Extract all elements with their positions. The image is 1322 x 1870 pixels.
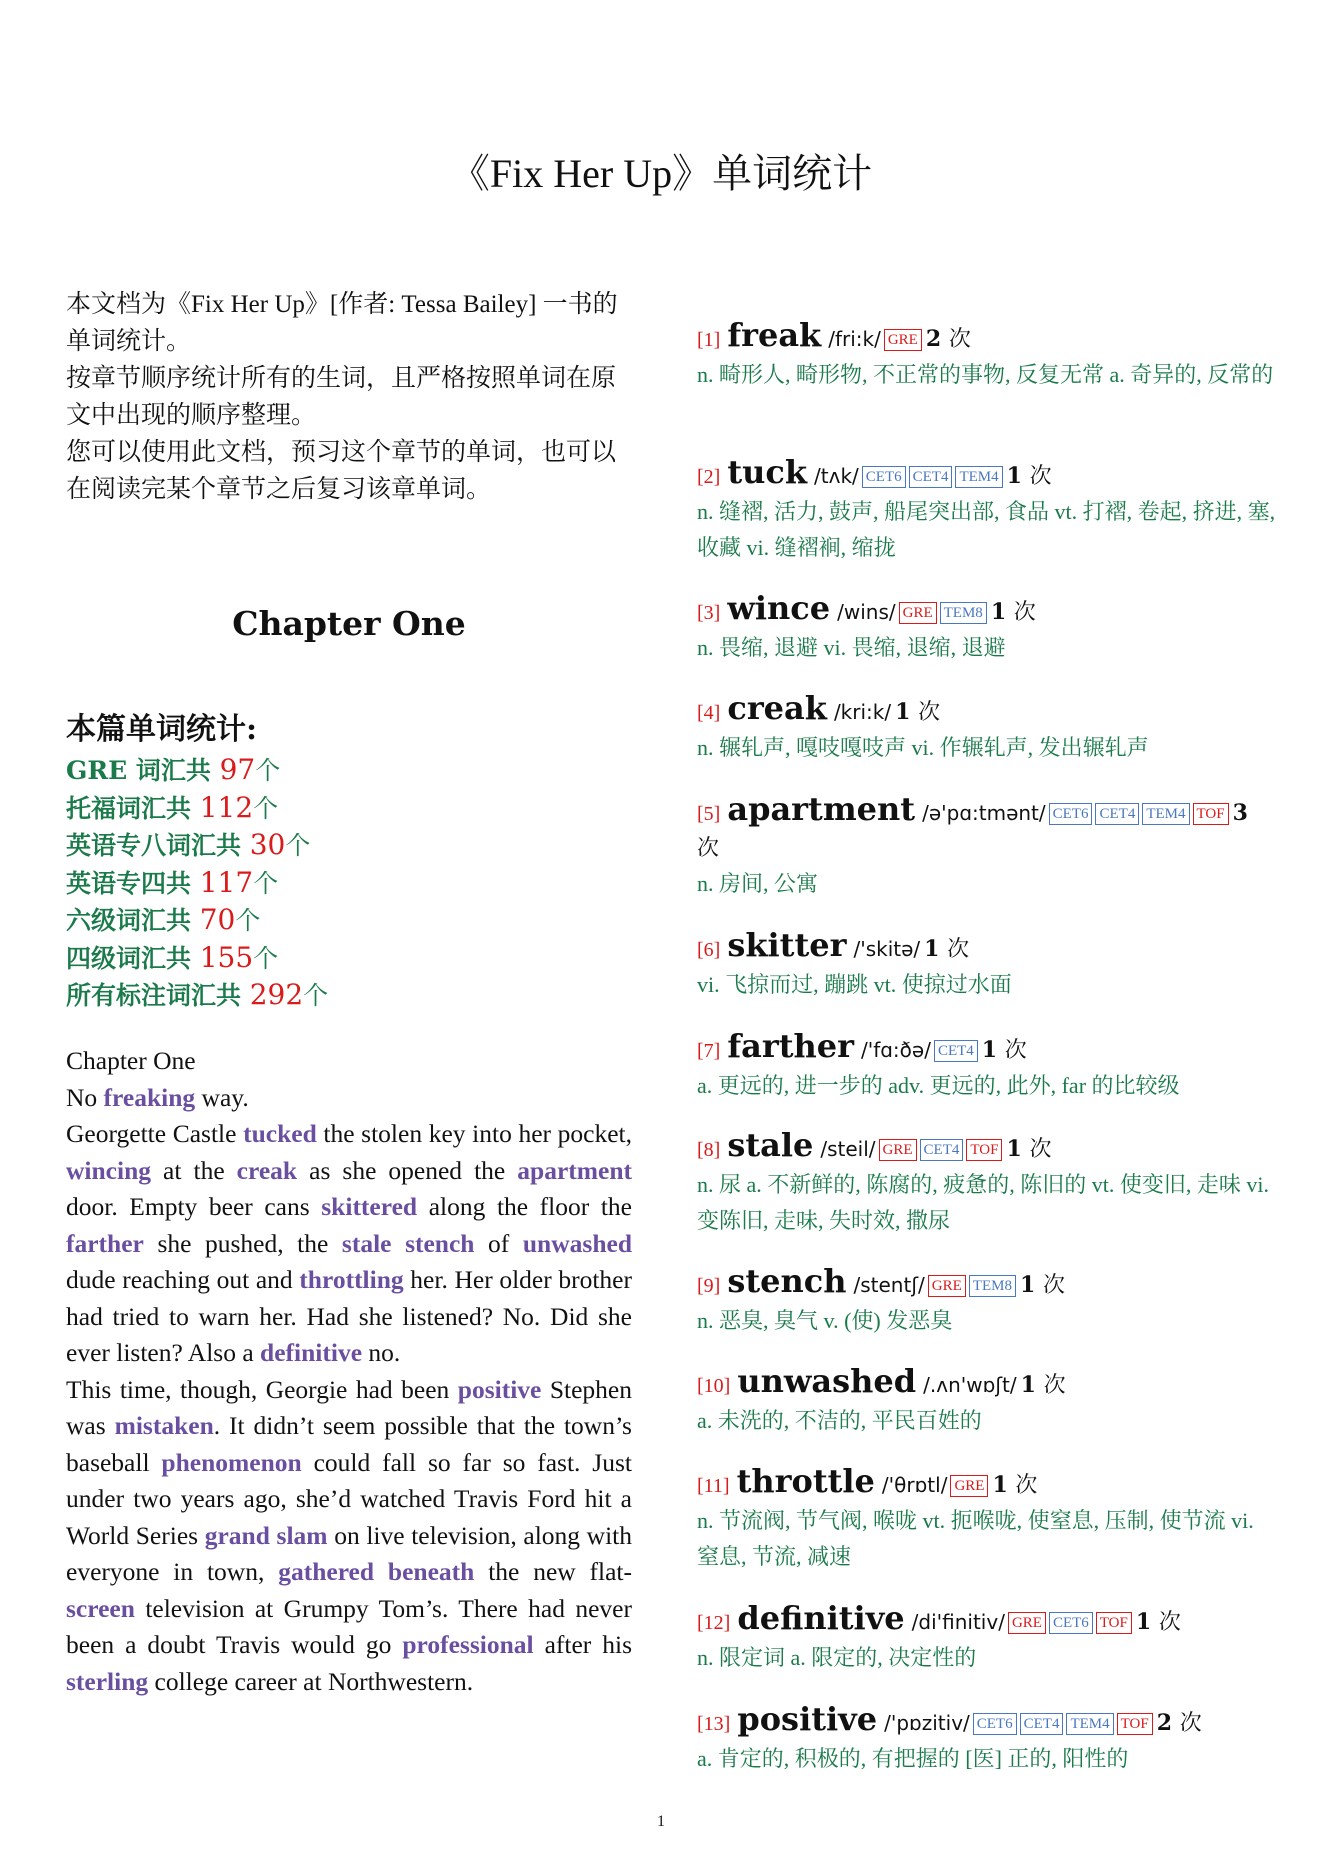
level-tag: CET4 bbox=[920, 1139, 964, 1161]
entry-phonetic: /'fɑ:ðə/ bbox=[860, 1038, 931, 1062]
count-unit: 次 bbox=[947, 937, 970, 962]
stat-unit: 个 bbox=[255, 756, 281, 785]
stat-unit: 个 bbox=[235, 906, 261, 935]
entry-word: skitter bbox=[727, 926, 847, 964]
entry-index: [9] bbox=[697, 1275, 721, 1297]
vocab-entry bbox=[697, 928, 1277, 1003]
count-number: 1 bbox=[992, 1472, 1008, 1498]
level-tag: CET4 bbox=[909, 466, 953, 488]
entry-index: [7] bbox=[697, 1040, 721, 1062]
entry-head bbox=[697, 1029, 1277, 1068]
intro-line: 您可以使用此文档，预习这个章节的单词，也可以在阅读完某个章节之后复习该章单词。 bbox=[66, 439, 617, 503]
level-tag: GRE bbox=[950, 1475, 988, 1497]
entry-count bbox=[1006, 1136, 1051, 1162]
entry-head bbox=[697, 1364, 1277, 1403]
entry-definition: n. 节流阀, 节气阀, 喉咙 vt. 扼喉咙, 使窒息, 压制, 使节流 vi. 窒息, 节流, 减速 bbox=[697, 1508, 1254, 1569]
entry-phonetic: /fri:k/ bbox=[828, 327, 881, 351]
count-unit: 次 bbox=[1015, 1473, 1038, 1498]
page-number: 1 bbox=[657, 1813, 665, 1830]
highlighted-word: gathered bbox=[278, 1557, 375, 1586]
vocab-entry bbox=[697, 1364, 1277, 1439]
vocab-entry bbox=[697, 1264, 1277, 1339]
entry-count bbox=[982, 1037, 1027, 1063]
stat-row bbox=[66, 790, 632, 828]
entry-index: [4] bbox=[697, 702, 721, 724]
text-run: Georgette Castle bbox=[66, 1119, 244, 1148]
highlighted-word: tucked bbox=[243, 1119, 317, 1148]
entry-phonetic: /steil/ bbox=[820, 1137, 876, 1161]
stats-rows bbox=[66, 752, 632, 1015]
level-tag: TEM8 bbox=[969, 1275, 1016, 1297]
stat-row bbox=[66, 902, 632, 940]
count-unit: 次 bbox=[948, 327, 971, 352]
highlighted-word: unwashed bbox=[522, 1228, 633, 1258]
entry-phonetic: /'θrɒtl/ bbox=[881, 1473, 948, 1497]
entry-phonetic: /kri:k/ bbox=[833, 700, 892, 724]
entry-phonetic: /stentʃ/ bbox=[853, 1273, 925, 1297]
stat-unit: 个 bbox=[253, 943, 279, 973]
text-run: the new flat- bbox=[474, 1557, 633, 1586]
stat-count: 70 bbox=[199, 903, 236, 936]
vocab-entry bbox=[697, 1601, 1277, 1676]
vocab-entry bbox=[697, 1464, 1277, 1575]
entry-definition: n. 辗轧声, 嘎吱嘎吱声 vi. 作辗轧声, 发出辗轧声 bbox=[697, 735, 1149, 760]
entry-word: tuck bbox=[727, 453, 808, 491]
count-unit: 次 bbox=[1029, 1137, 1052, 1162]
entry-count bbox=[924, 936, 969, 962]
entry-definition: n. 尿 a. 不新鲜的, 陈腐的, 疲惫的, 陈旧的 vt. 使变旧, 走味 vi. 变陈旧, 走味, 失时效, 撒尿 bbox=[697, 1172, 1269, 1233]
count-unit: 次 bbox=[1013, 600, 1036, 625]
count-number: 2 bbox=[925, 326, 942, 352]
stat-row bbox=[66, 977, 632, 1015]
entry-phonetic: /'skitə/ bbox=[853, 937, 921, 961]
stat-unit: 个 bbox=[303, 981, 329, 1010]
highlighted-word: skittered bbox=[321, 1192, 418, 1221]
level-tag: TOF bbox=[1117, 1713, 1153, 1735]
body-paragraphs bbox=[66, 1080, 632, 1701]
count-number: 1 bbox=[1006, 463, 1022, 489]
entry-word: unwashed bbox=[737, 1362, 917, 1400]
count-number: 1 bbox=[990, 599, 1007, 625]
entry-index: [11] bbox=[697, 1475, 730, 1497]
vocab-entry bbox=[697, 1128, 1277, 1239]
level-tag: TOF bbox=[1096, 1612, 1132, 1634]
count-unit: 次 bbox=[1042, 1273, 1065, 1298]
highlighted-word: beneath bbox=[387, 1557, 475, 1586]
entry-word: creak bbox=[727, 689, 827, 727]
entry-definition: a. 更远的, 进一步的 adv. 更远的, 此外, far 的比较级 bbox=[697, 1073, 1180, 1098]
entry-word: positive bbox=[737, 1700, 878, 1738]
highlighted-word: freaking bbox=[103, 1082, 196, 1112]
count-unit: 次 bbox=[1004, 1038, 1027, 1063]
entry-index: [5] bbox=[697, 803, 721, 825]
count-unit: 次 bbox=[918, 700, 941, 725]
text-run: door. Empty beer cans bbox=[66, 1192, 322, 1221]
entry-head bbox=[697, 455, 1277, 494]
highlighted-word: wincing bbox=[66, 1155, 152, 1185]
level-tag: GRE bbox=[928, 1275, 966, 1297]
body-paragraph bbox=[66, 1080, 632, 1117]
highlighted-word: stale bbox=[341, 1228, 392, 1258]
stat-label: 四级词汇共 bbox=[66, 943, 200, 973]
count-number: 1 bbox=[981, 1037, 998, 1063]
count-number: 1 bbox=[1019, 1272, 1036, 1298]
stat-label: 六级词汇共 bbox=[66, 906, 200, 935]
stat-label: 英语专八词汇共 bbox=[66, 831, 250, 860]
vocab-entry bbox=[697, 691, 1277, 766]
vocab-entry bbox=[697, 591, 1277, 666]
intro-line: 按章节顺序统计所有的生词，且严格按照单词在原文中出现的顺序整理。 bbox=[66, 365, 617, 429]
text-run bbox=[374, 1557, 388, 1586]
entry-definition: n. 恶臭, 臭气 v. (使) 发恶臭 bbox=[697, 1308, 953, 1333]
count-number: 1 bbox=[895, 699, 911, 725]
entry-word: stench bbox=[727, 1262, 847, 1300]
entry-word: freak bbox=[727, 316, 822, 354]
highlighted-word: grand slam bbox=[204, 1520, 328, 1550]
count-unit: 次 bbox=[1029, 464, 1052, 489]
count-unit: 次 bbox=[1043, 1373, 1066, 1398]
text-run: Stephen was bbox=[66, 1374, 632, 1440]
entry-count bbox=[1020, 1272, 1065, 1298]
entry-index: [13] bbox=[697, 1713, 731, 1735]
highlighted-word: farther bbox=[66, 1228, 144, 1258]
level-tag: TEM4 bbox=[955, 466, 1002, 488]
text-run: after his bbox=[533, 1630, 632, 1659]
level-tag: TOF bbox=[966, 1139, 1002, 1161]
entry-count bbox=[992, 1472, 1037, 1498]
text-run: at the bbox=[151, 1155, 237, 1185]
highlighted-word: creak bbox=[236, 1155, 298, 1185]
stat-count: 292 bbox=[249, 978, 304, 1011]
entry-definition: vi. 飞掠而过, 蹦跳 vt. 使掠过水面 bbox=[697, 972, 1012, 997]
text-run: could fall so far so fast. Just under two years ago, she’d watched Travis Ford hit a World Series bbox=[66, 1447, 632, 1550]
entry-phonetic: /.ʌn'wɒʃt/ bbox=[923, 1373, 1017, 1397]
level-tag: TEM4 bbox=[1066, 1713, 1113, 1735]
level-tag: CET6 bbox=[862, 466, 906, 488]
chapter-line: Chapter One bbox=[66, 1046, 196, 1075]
text-run: dude reaching out and bbox=[66, 1265, 300, 1294]
level-tag: TEM4 bbox=[1142, 803, 1189, 825]
text-run: television at Grumpy Tom’s. There had never been a doubt Travis would go bbox=[66, 1593, 632, 1659]
text-run: as she opened the bbox=[297, 1155, 518, 1185]
entry-definition: n. 限定词 a. 限定的, 决定性的 bbox=[697, 1645, 977, 1670]
entry-definition: n. 畏缩, 退避 vi. 畏缩, 退缩, 退避 bbox=[697, 635, 1006, 660]
entry-head bbox=[697, 1601, 1277, 1640]
highlighted-word: professional bbox=[402, 1630, 534, 1659]
count-number: 1 bbox=[1135, 1609, 1152, 1635]
entry-head bbox=[697, 1464, 1277, 1503]
highlighted-word: positive bbox=[457, 1374, 542, 1404]
vocab-entry bbox=[697, 1029, 1277, 1104]
entry-head bbox=[697, 691, 1277, 730]
stats-section bbox=[66, 708, 632, 1015]
stat-label: GRE 词汇共 bbox=[66, 756, 220, 785]
level-tag: CET4 bbox=[1095, 803, 1139, 825]
highlighted-word: stench bbox=[405, 1228, 475, 1258]
count-number: 1 bbox=[1006, 1136, 1022, 1162]
text-run: her. Her older brother had tried to warn her. Had she listened? No. Did she ever listen? Also a bbox=[66, 1265, 632, 1367]
level-tag: GRE bbox=[884, 329, 922, 351]
stat-row bbox=[66, 865, 632, 903]
entry-word: definitive bbox=[737, 1599, 905, 1637]
entry-index: [6] bbox=[697, 939, 721, 961]
entry-index: [2] bbox=[697, 466, 721, 488]
stat-count: 117 bbox=[199, 865, 254, 899]
level-tag: TOF bbox=[1193, 803, 1229, 825]
stat-count: 30 bbox=[249, 828, 286, 861]
entry-definition: n. 畸形人, 畸形物, 不正常的事物, 反复无常 a. 奇异的, 反常的 bbox=[697, 362, 1274, 387]
highlighted-word: definitive bbox=[260, 1338, 363, 1367]
stat-unit: 个 bbox=[253, 868, 279, 898]
chapter-body bbox=[66, 1043, 632, 1700]
vocab-entry bbox=[697, 318, 1277, 393]
count-number: 1 bbox=[1020, 1372, 1036, 1398]
entry-head bbox=[697, 792, 1277, 866]
entry-head bbox=[697, 591, 1277, 630]
highlighted-word: mistaken bbox=[114, 1411, 214, 1440]
body-paragraph bbox=[66, 1372, 632, 1701]
entry-definition: n. 房间, 公寓 bbox=[697, 871, 819, 896]
entry-phonetic: /di'finitiv/ bbox=[911, 1610, 1005, 1634]
entry-index: [3] bbox=[697, 602, 721, 624]
entry-phonetic: /tʌk/ bbox=[814, 464, 859, 488]
count-unit: 次 bbox=[1179, 1711, 1202, 1736]
count-number: 1 bbox=[924, 936, 940, 962]
highlighted-word: sterling bbox=[66, 1666, 149, 1696]
text-run: way. bbox=[195, 1082, 249, 1112]
stat-count: 112 bbox=[199, 790, 254, 824]
text-run bbox=[391, 1229, 405, 1258]
text-run: No bbox=[66, 1082, 104, 1112]
stat-unit: 个 bbox=[253, 793, 279, 823]
text-run: along the floor the bbox=[417, 1192, 632, 1221]
stat-row bbox=[66, 752, 632, 790]
entry-count bbox=[1157, 1710, 1202, 1736]
text-run: . It didn’t seem possible that the town’s baseball bbox=[66, 1411, 632, 1477]
entry-word: stale bbox=[727, 1126, 814, 1164]
entry-phonetic: /wins/ bbox=[837, 600, 896, 624]
intro-line: 本文档为《Fix Her Up》[作者: Tessa Bailey] 一书的单词统计。 bbox=[66, 291, 618, 355]
entry-head bbox=[697, 318, 1277, 357]
chapter-heading: Chapter One bbox=[232, 604, 466, 643]
level-tag: TEM8 bbox=[940, 602, 987, 624]
entry-count bbox=[895, 699, 940, 725]
level-tag: CET6 bbox=[1049, 803, 1093, 825]
vocab-entry bbox=[697, 792, 1277, 902]
vocab-entry bbox=[697, 1702, 1277, 1777]
level-tag: GRE bbox=[899, 602, 937, 624]
entry-phonetic: /'pɒzitiv/ bbox=[884, 1711, 970, 1735]
entry-count bbox=[926, 326, 971, 352]
entry-count bbox=[1021, 1372, 1066, 1398]
text-run: college career at Northwestern. bbox=[148, 1666, 474, 1696]
entry-head bbox=[697, 1264, 1277, 1303]
text-run: no. bbox=[362, 1338, 401, 1367]
vocab-entry bbox=[697, 455, 1277, 566]
entry-index: [12] bbox=[697, 1612, 731, 1634]
text-run: the stolen key into her pocket, bbox=[316, 1119, 632, 1148]
entry-count bbox=[1007, 463, 1052, 489]
entry-head bbox=[697, 1702, 1277, 1741]
entry-count bbox=[991, 599, 1036, 625]
highlighted-word: apartment bbox=[517, 1155, 632, 1185]
count-number: 2 bbox=[1156, 1710, 1173, 1736]
level-tag: CET6 bbox=[1049, 1612, 1093, 1634]
stat-label: 所有标注词汇共 bbox=[66, 981, 250, 1010]
highlighted-word: phenomenon bbox=[161, 1447, 302, 1477]
text-run: on live television, along with everyone in town, bbox=[66, 1520, 633, 1586]
count-number: 3 bbox=[1232, 800, 1248, 826]
level-tag: CET6 bbox=[973, 1713, 1017, 1735]
stat-unit: 个 bbox=[285, 831, 311, 860]
entry-index: [10] bbox=[697, 1375, 731, 1397]
text-run: This time, though, Georgie had been bbox=[66, 1374, 458, 1404]
entry-head bbox=[697, 928, 1277, 967]
level-tag: GRE bbox=[1008, 1612, 1046, 1634]
body-paragraph bbox=[66, 1116, 632, 1372]
text-run: of bbox=[474, 1228, 523, 1258]
count-unit: 次 bbox=[697, 836, 720, 861]
highlighted-word: throttling bbox=[299, 1265, 404, 1294]
entry-count bbox=[1136, 1609, 1181, 1635]
level-tag: CET4 bbox=[934, 1040, 978, 1062]
stat-label: 英语专四共 bbox=[66, 868, 200, 898]
stat-row bbox=[66, 827, 632, 865]
entry-head bbox=[697, 1128, 1277, 1167]
stat-count: 155 bbox=[199, 940, 254, 974]
entry-word: wince bbox=[727, 589, 831, 627]
entry-index: [8] bbox=[697, 1139, 721, 1161]
entry-word: throttle bbox=[736, 1462, 875, 1500]
entry-definition: a. 肯定的, 积极的, 有把握的 [医] 正的, 阳性的 bbox=[697, 1746, 1129, 1771]
intro-section bbox=[66, 286, 632, 508]
entry-phonetic: /ə'pɑ:tmənt/ bbox=[922, 801, 1046, 825]
stat-count: 97 bbox=[219, 753, 256, 786]
entry-definition: a. 未洗的, 不洁的, 平民百姓的 bbox=[697, 1408, 982, 1433]
stat-label: 托福词汇共 bbox=[66, 793, 200, 823]
entry-word: apartment bbox=[727, 790, 916, 828]
entry-definition: n. 缝褶, 活力, 鼓声, 船尾突出部, 食品 vt. 打褶, 卷起, 挤进, 塞, 收藏 vi. 缝褶裥, 缩拢 bbox=[697, 499, 1276, 560]
stats-title: 本篇单词统计: bbox=[66, 712, 258, 747]
highlighted-word: screen bbox=[66, 1593, 135, 1623]
stat-row bbox=[66, 940, 632, 978]
document-title: 《Fix Her Up》单词统计 bbox=[449, 151, 873, 196]
text-run: she pushed, the bbox=[143, 1228, 342, 1258]
level-tag: CET4 bbox=[1020, 1713, 1064, 1735]
count-unit: 次 bbox=[1158, 1610, 1181, 1635]
entry-word: farther bbox=[727, 1027, 854, 1065]
level-tag: GRE bbox=[879, 1139, 917, 1161]
entry-index: [1] bbox=[697, 329, 721, 351]
